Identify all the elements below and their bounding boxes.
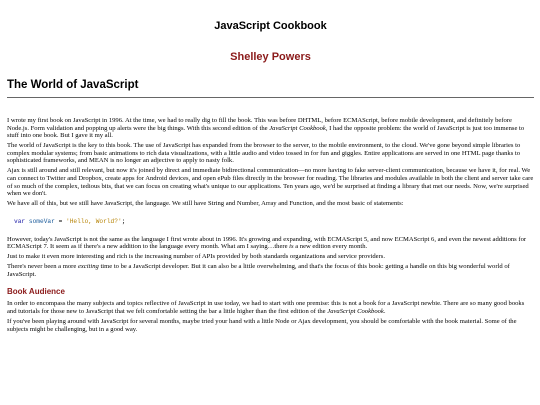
post-code-paragraphs <box>7 236 534 279</box>
author-name: Shelley Powers <box>230 51 311 63</box>
emphasis-text: exciting <box>77 263 99 271</box>
body-paragraph <box>7 142 534 165</box>
body-paragraph <box>7 200 534 208</box>
code-end: ; <box>121 217 126 225</box>
body-paragraph <box>7 300 534 315</box>
paragraph-text: We have all of this, but we still have JavaScript, the language. We still have String and Number, Array and Function, and the most basic of statements: <box>7 200 404 208</box>
book-title: JavaScript Cookbook <box>214 20 327 32</box>
code-keyword: var <box>14 217 26 225</box>
code-string: 'Hello, World?' <box>66 217 122 225</box>
code-operator: = <box>54 217 66 225</box>
paragraph-text: However, today's JavaScript is not the same as the language I first wrote about in 1996. It's growing and expanding, with ECMAScript 5, and now ECMAScript 6, and even the newest additions for ECMAScript 7. It seem as if there's a new addition to the language every month. What am I saying…there <box>7 235 527 251</box>
body-paragraph <box>7 236 534 251</box>
body-paragraph <box>7 253 534 261</box>
paragraph-text: a new edition every month. <box>293 243 368 251</box>
section-title-book-audience: Book Audience <box>7 287 65 297</box>
paragraph-text: Ajax is still around and still relevant, but now it's joined by direct and immediate bidirectional communication—no more having to fake server-client communication, because we have it, for real. We can connect to Twitter and Dropbox, create apps for Android devices, and open ePub files directly in the browser for reading. The libraries and modules available in both the client and server take care of so much of the complex, tedious bits, that we can focus on creating what's unique to our applications. Ten years ago, we'd be surprised at finding a library that met our needs. Now, we're surprised when we don't. <box>7 167 534 198</box>
code-example <box>14 214 534 234</box>
intro-paragraphs <box>7 117 534 208</box>
paragraph-text: If you've been playing around with JavaScript for several months, maybe tried your hand with a little Node or Ajax development, you should be comfortable with the book material. Some of the subjects might be challenging, but in a good way. <box>7 318 517 333</box>
chapter-title: The World of JavaScript <box>7 79 139 91</box>
body-paragraph <box>7 318 534 333</box>
body-paragraph <box>7 117 534 140</box>
audience-paragraphs <box>7 300 534 333</box>
paragraph-text: In order to encompass the many subjects and topics reflective of JavaScript in use today, we had to start with one premise: this is not a book for a JavaScript newbie. There are so many good books and tutorials for those new to JavaScript that we felt comfortable setting the bar a little higher than the first edition of the <box>7 300 525 316</box>
paragraph-text: The world of JavaScript is the key to this book. The use of JavaScript has expanded from the browser to the server, to the mobile environment, to the cloud. We've gone beyond simple libraries to complex modular systems; from basic animations to rich data visualizations, with a little audio and video tossed in for fun and giggles. Entire applications are served in one HTML page thanks to sophisticated frameworks, and MEAN is no longer an adjective to apply to nasty folk. <box>7 142 521 165</box>
body-paragraph <box>7 263 534 278</box>
code-variable: someVar <box>28 217 55 225</box>
body-paragraph <box>7 167 534 197</box>
paragraph-text: . <box>383 308 386 316</box>
paragraph-text: There's never been a more <box>7 263 78 271</box>
emphasis-text: JavaScript Cookbook <box>269 124 326 132</box>
paragraph-text: I wrote my first book on JavaScript in 1996. At the time, we had to really dig to fill the book. This was before DHTML, before ECMAScript, before mobile development, and definitely before Node.js. Form validation and popping up alerts were the big things. With this second edition of the <box>7 117 512 132</box>
paragraph-text: Just to make it even more interesting and rich is the increasing number of APIs provided by both standards organizations and service providers. <box>7 253 386 261</box>
chapter-divider <box>7 97 534 98</box>
emphasis-text: JavaScript Cookbook <box>327 308 384 316</box>
emphasis-text: is <box>289 243 294 251</box>
paragraph-text: time to be a JavaScript developer. But it can also be a little overwhelming, and that's the focus of this book: getting a handle on this big wonderful world of JavaScript. <box>7 263 510 278</box>
paragraph-text: , I had the opposite problem: the world of JavaScript is just too immense to stuff into one book. But I gave it my all. <box>7 124 525 140</box>
